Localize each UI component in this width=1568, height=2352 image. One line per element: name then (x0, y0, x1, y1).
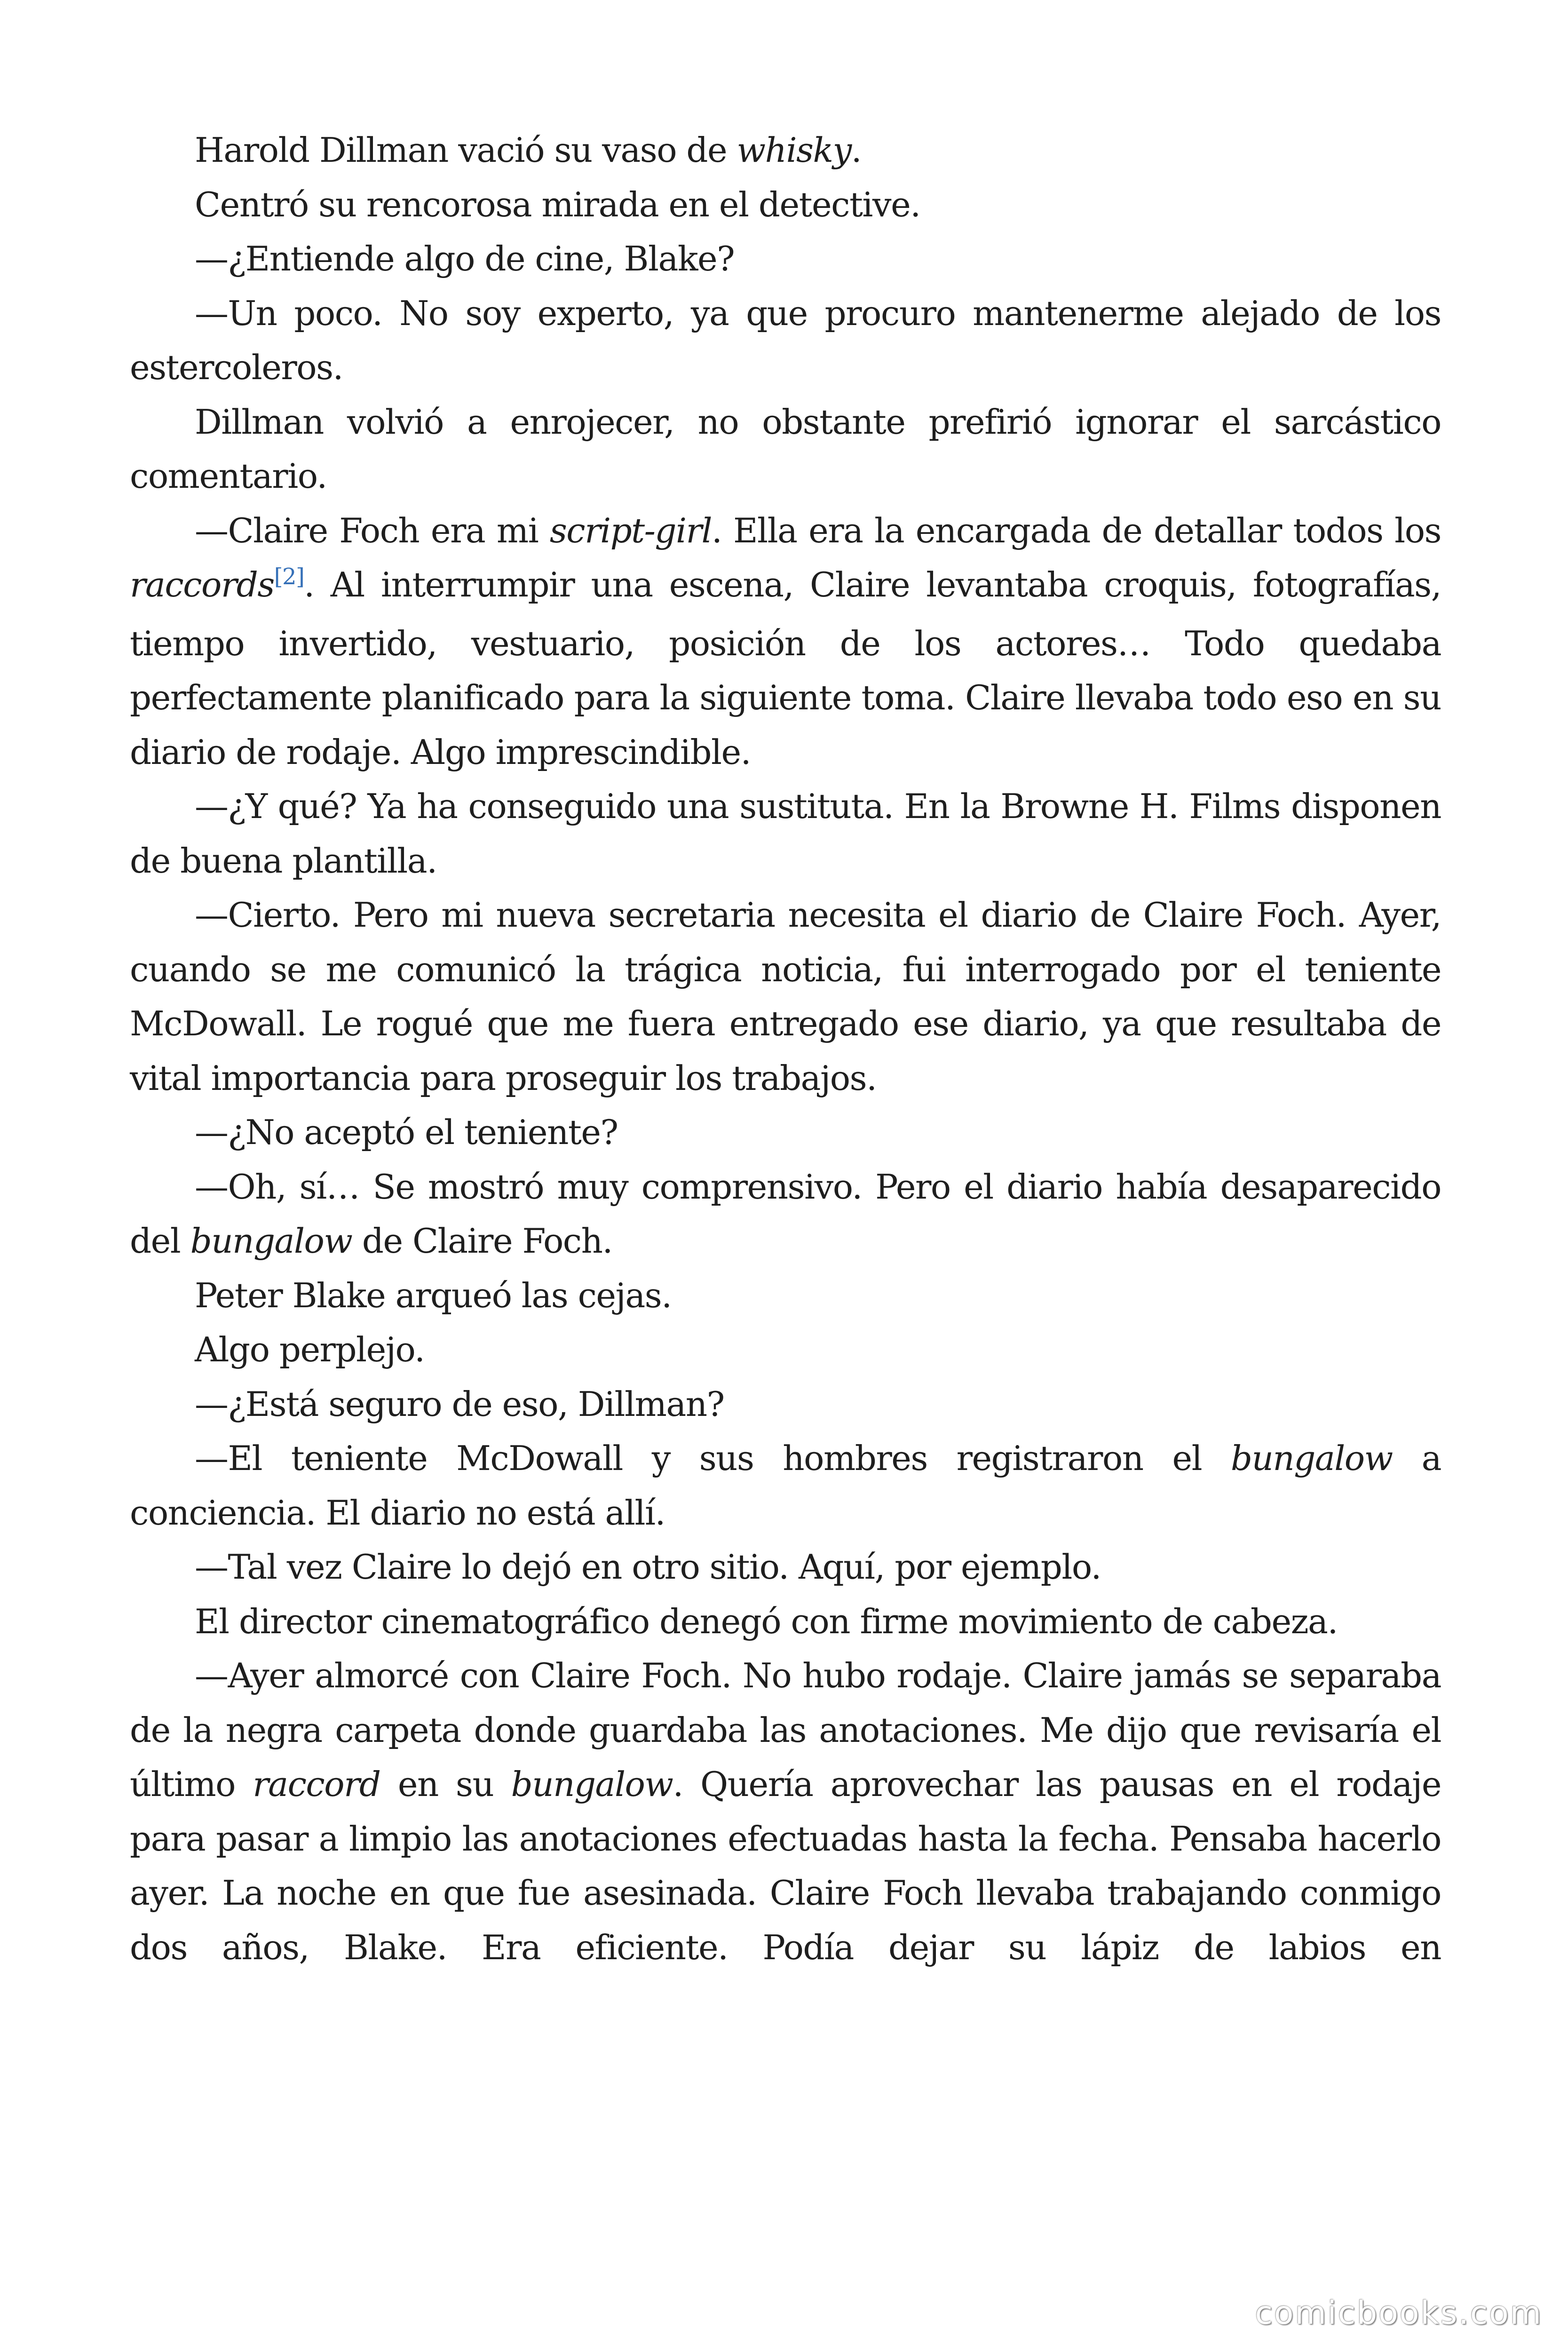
paragraph (130, 888, 1441, 1105)
paragraph-text: a conciencia. El diario no está allí. (130, 1438, 1441, 1533)
paragraph-text: —El teniente McDowall y sus hombres registraron el (195, 1438, 1231, 1478)
paragraph-text: —¿Y qué? Ya ha conseguido una sustituta. En la Browne H. Films disponen de buena plantilla. (130, 787, 1441, 881)
italic-text: whisky (736, 130, 851, 170)
paragraph-text: Algo perplejo. (195, 1330, 425, 1369)
paragraph-text: —Un poco. No soy experto, ya que procuro mantenerme alejado de los estercoleros. (130, 293, 1441, 387)
paragraph-text: Dillman volvió a enrojecer, no obstante prefirió ignorar el sarcástico comentario. (130, 402, 1441, 496)
paragraph-text: —¿No aceptó el teniente? (195, 1112, 618, 1152)
paragraph (130, 1377, 1441, 1432)
paragraph-text: . (851, 130, 862, 170)
paragraph (130, 178, 1441, 232)
paragraph-text: Peter Blake arqueó las cejas. (195, 1275, 672, 1315)
paragraph (130, 1540, 1441, 1595)
footnote-reference-link[interactable]: [2] (274, 564, 304, 590)
paragraph-text: Harold Dillman vació su vaso de (195, 130, 737, 170)
paragraph-text: —Oh, sí… Se mostró muy comprensivo. Pero el diario había desaparecido del (130, 1167, 1441, 1261)
paragraph (130, 1105, 1441, 1160)
paragraph (130, 395, 1441, 504)
paragraph (130, 1323, 1441, 1377)
paragraph (130, 1160, 1441, 1269)
paragraph (130, 123, 1441, 178)
italic-text: bungalow (1230, 1438, 1393, 1478)
paragraph (130, 779, 1441, 888)
watermark: comicbooks.com (1255, 2295, 1543, 2332)
paragraph (130, 1649, 1441, 1975)
paragraph-text: —Claire Foch era mi (195, 510, 550, 550)
italic-text: script-girl (549, 510, 712, 550)
paragraph-text: Centró su rencorosa mirada en el detective. (195, 184, 920, 224)
page-body-text (130, 123, 1441, 1975)
paragraph (130, 232, 1441, 286)
paragraph-text: de Claire Foch. (352, 1221, 612, 1261)
paragraph (130, 1595, 1441, 1649)
paragraph-text: . Ella era la encargada de detallar todos los (711, 510, 1441, 550)
paragraph-text: —Ayer almorcé con Claire Foch. No hubo rodaje. Claire jamás se separaba de la negra carpeta donde guardaba las anotaciones. Me dijo que revisaría el último (130, 1656, 1441, 1804)
paragraph-text: . Al interrumpir una escena, Claire levantaba croquis, fotografías, tiempo invertido, vestuario, posición de los actores… Todo quedaba perfectamente planificado para la siguiente toma. Claire llevaba todo eso en su diario de rodaje. Algo imprescindible. (130, 565, 1441, 772)
paragraph-text: El director cinematográfico denegó con firme movimiento de cabeza. (195, 1601, 1338, 1641)
paragraph (130, 1431, 1441, 1540)
paragraph (130, 504, 1441, 780)
paragraph-text: —¿Está seguro de eso, Dillman? (195, 1384, 724, 1424)
paragraph-text: —Cierto. Pero mi nueva secretaria necesita el diario de Claire Foch. Ayer, cuando se me comunicó la trágica noticia, fui interrogado por el teniente McDowall. Le rogué que me fuera entregado ese diario, ya que resultaba de vital importancia para proseguir los trabajos. (130, 895, 1441, 1098)
paragraph-text: —¿Entiende algo de cine, Blake? (195, 239, 735, 278)
paragraph (130, 1269, 1441, 1323)
paragraph-text: —Tal vez Claire lo dejó en otro sitio. Aquí, por ejemplo. (195, 1547, 1101, 1587)
italic-text: bungalow (511, 1764, 673, 1804)
paragraph (130, 286, 1441, 395)
paragraph-text: en su (380, 1764, 511, 1804)
italic-text: raccord (253, 1764, 380, 1804)
italic-text: bungalow (190, 1221, 352, 1261)
italic-text: raccords (130, 565, 274, 604)
paragraph-text: . Quería aprovechar las pausas en el rodaje para pasar a limpio las anotaciones efectuadas hasta la fecha. Pensaba hacerlo ayer. La noche en que fue asesinada. Claire Foch llevaba trabajando conmigo dos años, Blake. Era eficiente. Podía dejar su lápiz de labios en (130, 1764, 1441, 1967)
